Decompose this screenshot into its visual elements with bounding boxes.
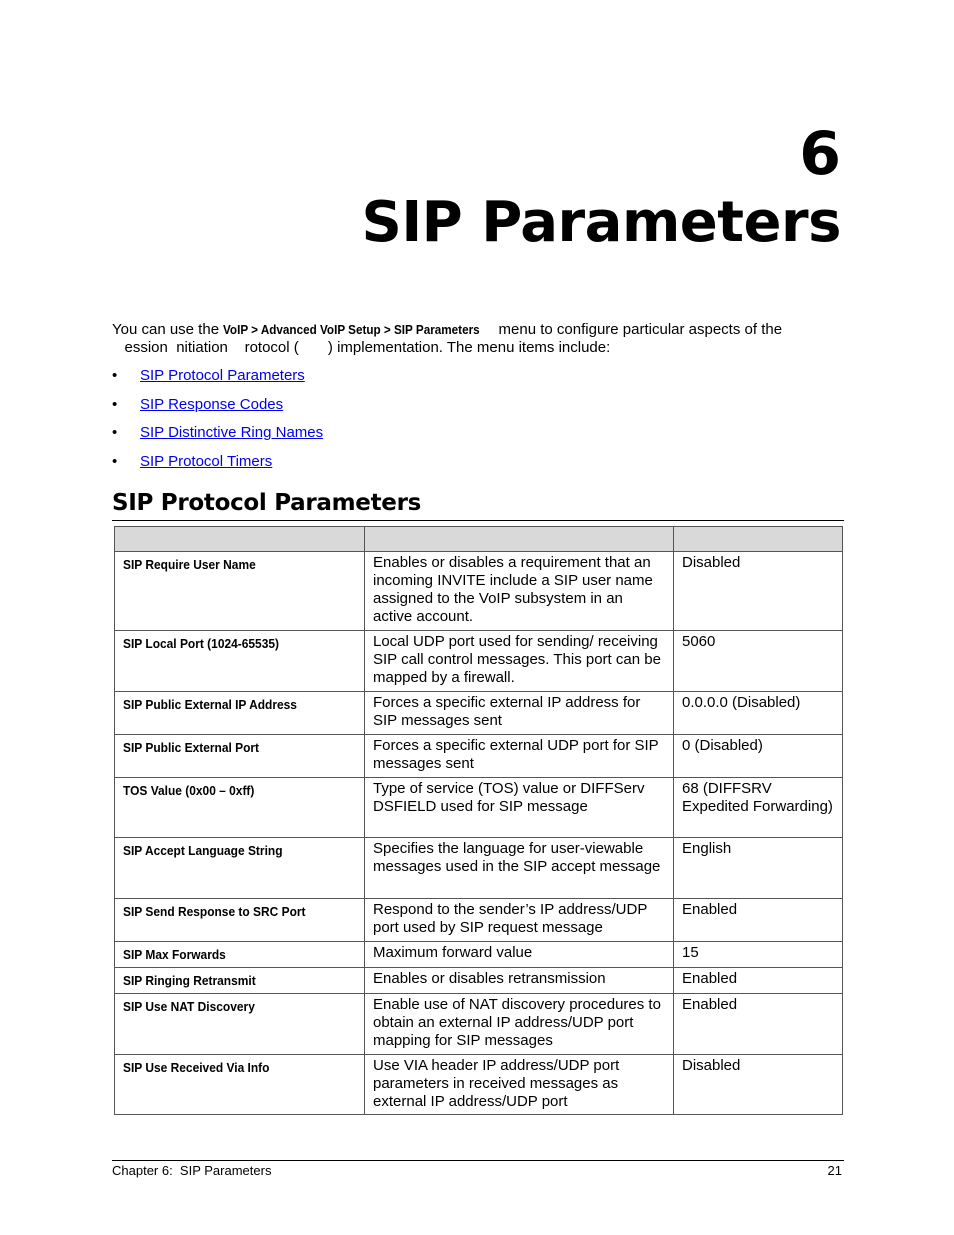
- footer-chapter-label: Chapter 6: SIP Parameters: [112, 1163, 272, 1178]
- parameter-description: Specifies the language for user-viewable messages used in the SIP accept message: [365, 838, 674, 899]
- parameter-name: SIP Accept Language String: [115, 838, 365, 899]
- parameter-name: SIP Require User Name: [115, 552, 365, 631]
- table-row: [115, 692, 843, 735]
- bullet: •: [112, 452, 118, 470]
- table-row: [115, 735, 843, 778]
- table-row: [115, 778, 843, 838]
- parameter-description: Forces a specific external UDP port for SIP messages sent: [365, 735, 674, 778]
- parameter-default: 0.0.0.0 (Disabled): [674, 692, 843, 735]
- link-sip-protocol-timers[interactable]: SIP Protocol Timers: [140, 452, 273, 470]
- bullet: •: [112, 424, 118, 441]
- parameter-default: Disabled: [674, 552, 843, 631]
- parameter-default: 15: [674, 942, 843, 968]
- parameter-name: SIP Local Port (1024-65535): [115, 631, 365, 692]
- parameter-name: SIP Send Response to SRC Port: [115, 899, 365, 942]
- chapter-number: 6: [799, 119, 841, 189]
- parameter-default: 0 (Disabled): [674, 735, 843, 778]
- parameters-table: [114, 526, 843, 1115]
- parameter-name: SIP Public External Port: [115, 735, 365, 778]
- table-header-cell: [115, 527, 365, 552]
- parameter-description: Forces a specific external IP address for SIP messages sent: [365, 692, 674, 735]
- parameter-name: TOS Value (0x00 – 0xff): [115, 778, 365, 838]
- table-header-cell: [674, 527, 843, 552]
- link-sip-distinctive-ring-names[interactable]: SIP Distinctive Ring Names: [140, 424, 324, 441]
- section-divider: [112, 520, 844, 521]
- parameter-description: Maximum forward value: [365, 942, 674, 968]
- intro-text-after: menu to configure particular aspects of the: [494, 321, 783, 338]
- parameter-description: Local UDP port used for sending/ receiving SIP call control messages. This port can be mapped by a firewall.: [365, 631, 674, 692]
- table-row: [115, 942, 843, 968]
- chapter-title: SIP Parameters: [361, 190, 841, 255]
- table-row: [115, 899, 843, 942]
- parameter-default: Enabled: [674, 994, 843, 1055]
- parameter-description: Use VIA header IP address/UDP port parameters in received messages as external IP address/UDP port: [365, 1055, 674, 1115]
- link-sip-response-codes[interactable]: SIP Response Codes: [140, 395, 284, 413]
- footer-divider: [112, 1160, 844, 1161]
- table-header-cell: [365, 527, 674, 552]
- parameter-default: Enabled: [674, 899, 843, 942]
- table-row: [115, 552, 843, 631]
- intro-line-2: ession nitiation rotocol ( ) implementation. The menu items include:: [112, 339, 611, 356]
- bullet: •: [112, 367, 118, 384]
- link-sip-protocol-parameters[interactable]: SIP Protocol Parameters: [140, 367, 305, 384]
- table-row: [115, 968, 843, 994]
- parameter-name: SIP Use Received Via Info: [115, 1055, 365, 1115]
- parameter-description: Type of service (TOS) value or DIFFServ DSFIELD used for SIP message: [365, 778, 674, 838]
- parameter-description: Enables or disables retransmission: [365, 968, 674, 994]
- table-row: [115, 994, 843, 1055]
- parameter-default: English: [674, 838, 843, 899]
- parameter-default: Enabled: [674, 968, 843, 994]
- parameter-name: SIP Public External IP Address: [115, 692, 365, 735]
- parameter-description: Respond to the sender’s IP address/UDP port used by SIP request message: [365, 899, 674, 942]
- table-header-row: [115, 527, 843, 552]
- parameter-default: Disabled: [674, 1055, 843, 1115]
- parameter-description: Enables or disables a requirement that an incoming INVITE include a SIP user name assigned to the VoIP subsystem in an active account.: [365, 552, 674, 631]
- page-number: 21: [827, 1163, 842, 1178]
- parameter-default: 5060: [674, 631, 843, 692]
- menu-path: VoIP > Advanced VoIP Setup > SIP Parameters: [223, 322, 480, 337]
- parameter-default: 68 (DIFFSRV Expedited Forwarding): [674, 778, 843, 838]
- section-title: SIP Protocol Parameters: [112, 490, 422, 516]
- parameter-name: SIP Use NAT Discovery: [115, 994, 365, 1055]
- intro-text-before: You can use the: [112, 321, 224, 338]
- parameter-name: SIP Max Forwards: [115, 942, 365, 968]
- parameter-name: SIP Ringing Retransmit: [115, 968, 365, 994]
- table-row: [115, 838, 843, 899]
- table-row: [115, 631, 843, 692]
- table-row: [115, 1055, 843, 1115]
- bullet: •: [112, 395, 118, 413]
- parameter-description: Enable use of NAT discovery procedures to obtain an external IP address/UDP port mapping for SIP messages: [365, 994, 674, 1055]
- intro-paragraph: [112, 321, 842, 357]
